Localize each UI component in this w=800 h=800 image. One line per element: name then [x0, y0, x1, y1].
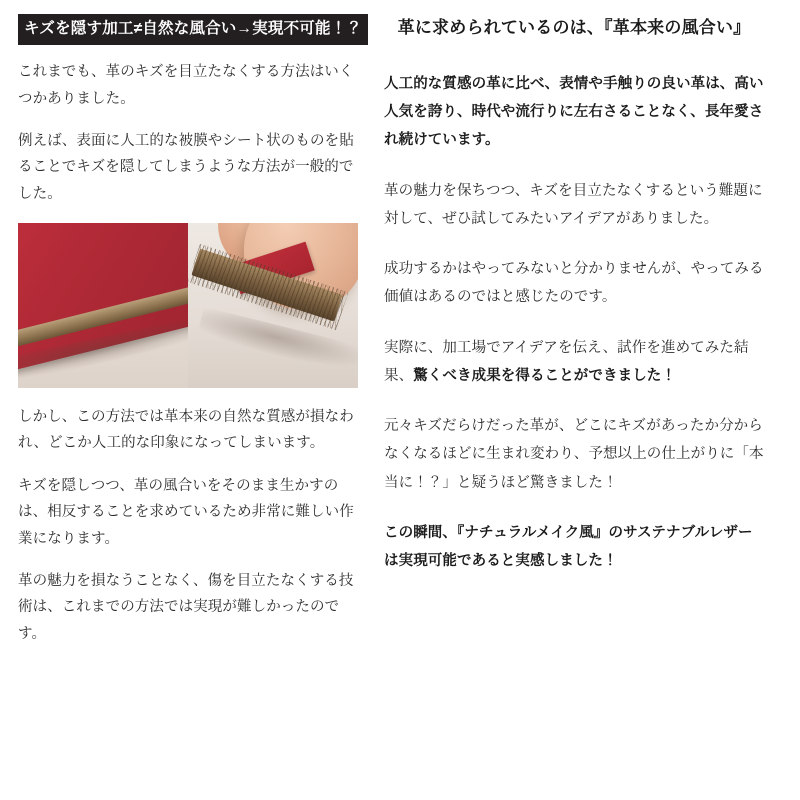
- right-paragraph-4-emphasis: 驚くべき成果を得ることができました！: [413, 367, 677, 384]
- leather-cross-section-photo: [18, 223, 358, 388]
- right-paragraph-4: [384, 334, 764, 391]
- right-paragraph-6: この瞬間、『ナチュラルメイク風』のサステナブルレザーは実現可能であると実感しました！: [384, 524, 753, 570]
- right-column: [384, 14, 764, 800]
- right-paragraph-1: 人工的な質感の革に比べ、表情や手触りの良い革は、高い人気を誇り、時代や流行りに左右さることなく、長年愛され続けています。: [384, 75, 764, 149]
- left-section-heading: キズを隠す加工≠自然な風合い→実現不可能！？: [18, 14, 368, 45]
- right-paragraph-3: 成功するかはやってみないと分かりませんが、やってみる価値はあるのではと感じたのです。: [384, 261, 764, 306]
- right-paragraph-2: 革の魅力を保ちつつ、キズを目立たなくするという難題に対して、ぜひ試してみたいアイデアがありました。: [384, 182, 763, 227]
- right-section-heading: 革に求められているのは、『革本来の風合い』: [397, 18, 751, 37]
- left-paragraph-3: しかし、この方法では革本来の自然な質感が損なわれ、どこか人工的な印象になってしまいます。: [18, 409, 354, 452]
- right-paragraph-5: 元々キズだらけだった革が、どこにキズがあったか分からなくなるほどに生まれ変わり、予想以上の仕上がりに「本当に！？」と疑うほど驚きました！: [384, 418, 764, 491]
- photo-left-half: [18, 223, 188, 388]
- left-paragraph-2: 例えば、表面に人工的な被膜やシート状のものを貼ることでキズを隠してしまうような方法が一般的でした。: [18, 132, 354, 202]
- left-paragraph-4: キズを隠しつつ、革の風合いをそのまま生かすのは、相反することを求めているため非常に難しい作業になります。: [18, 477, 354, 547]
- left-column: [18, 14, 363, 800]
- right-paragraph-4-text: 実際に、加工場でアイデアを伝え、試作を進めてみた結果、: [384, 339, 749, 384]
- left-paragraph-1: これまでも、革のキズを目立たなくする方法はいくつかありました。: [18, 64, 354, 107]
- left-paragraph-5: 革の魅力を損なうことなく、傷を目立たなくする技術は、これまでの方法では実現が難しかったのです。: [18, 572, 354, 642]
- photo-right-half: [188, 223, 358, 388]
